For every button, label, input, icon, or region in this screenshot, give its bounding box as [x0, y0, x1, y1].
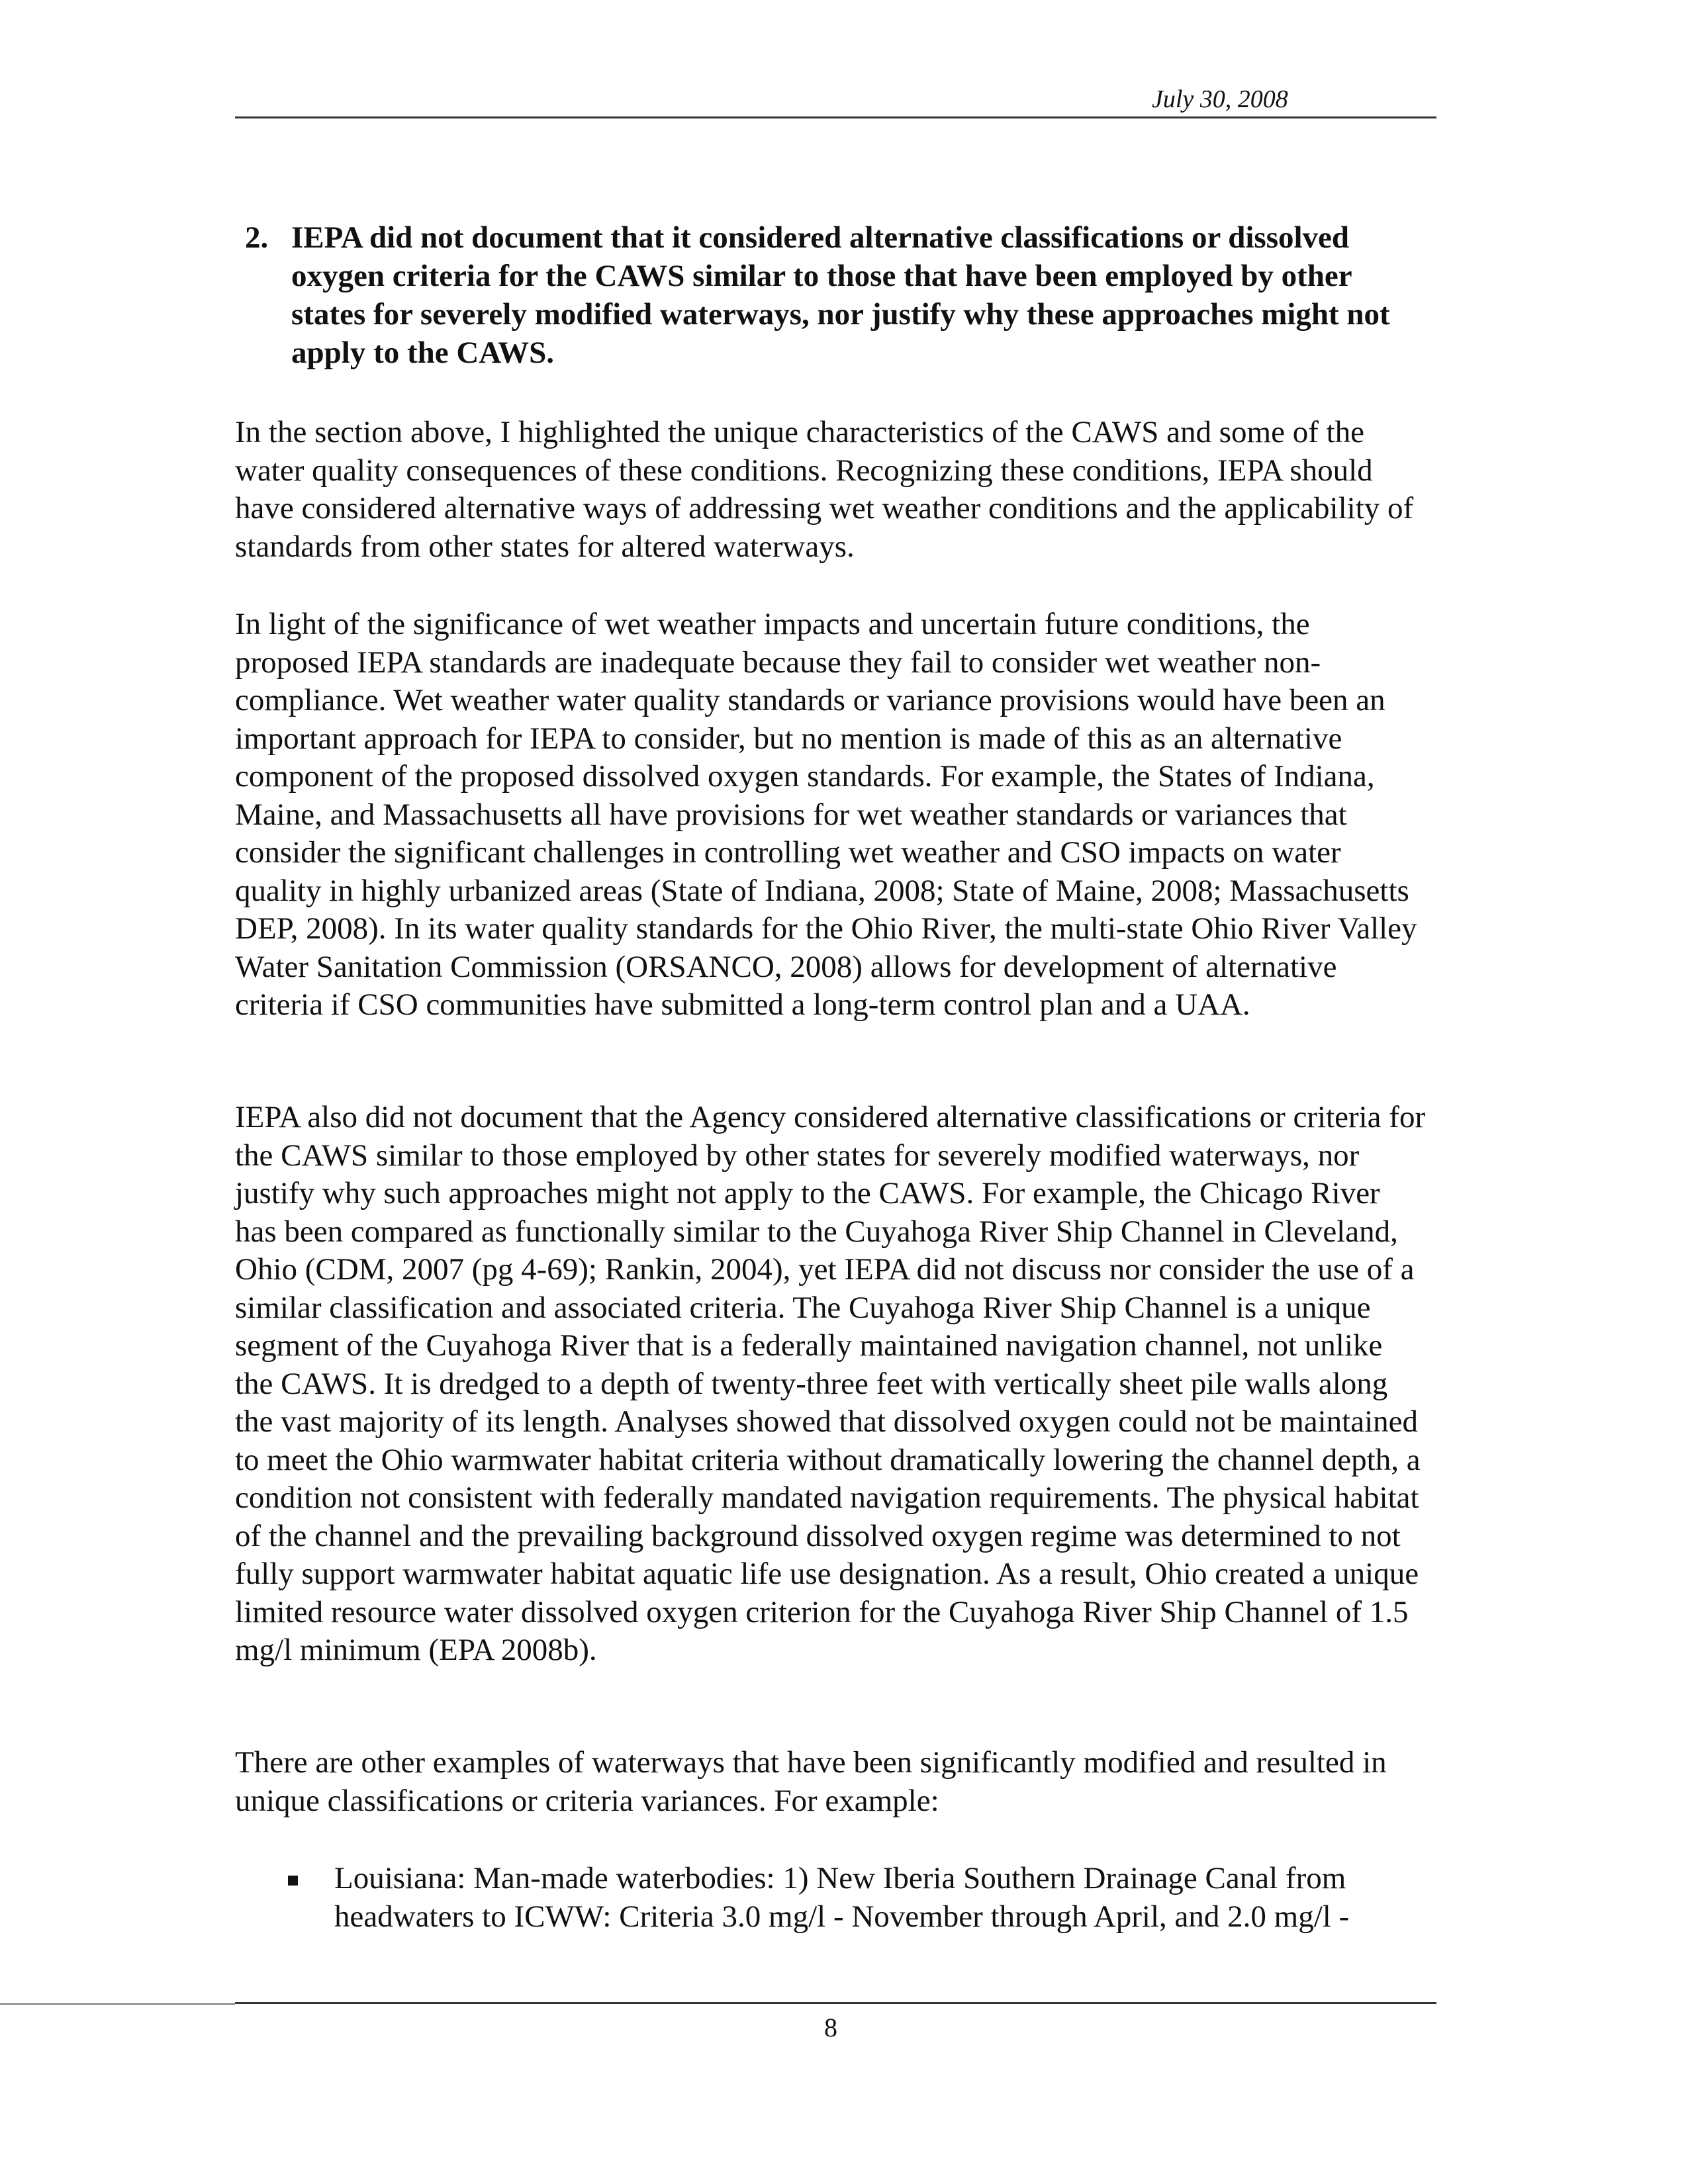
bullet-square-icon: [288, 1876, 298, 1886]
section-heading: [235, 218, 1427, 372]
header-rule: [235, 116, 1436, 118]
paragraph-1: In the section above, I highlighted the unique characteristics of the CAWS and some of the water quality consequences of these conditions. Recognizing these conditions, IEPA should have considered alternative ways of addressing wet weather conditions and the applicability of standards from other states for altered waterways.: [235, 415, 1414, 564]
bullet-text: Louisiana: Man-made waterbodies: 1) New Iberia Southern Drainage Canal from headwaters to ICWW: Criteria 3.0 mg/l - November through April, and 2.0 mg/l -: [334, 1861, 1350, 1934]
footer-rule: [235, 2002, 1436, 2004]
paragraph-3: IEPA also did not document that the Agency considered alternative classifications or criteria for the CAWS similar to those employed by other states for severely modified waterways, nor justify why such approaches might not apply to the CAWS. For example, the Chicago River has been compared as functionally similar to the Cuyahoga River Ship Channel in Cleveland, Ohio (CDM, 2007 (pg 4-69); Rankin, 2004), yet IEPA did not discuss nor consider the use of a similar classification and associated criteria. The Cuyahoga River Ship Channel is a unique segment of the Cuyahoga River that is a federally maintained navigation channel, not unlike the CAWS. It is dredged to a depth of twenty-three feet with vertically sheet pile walls along the vast majority of its length. Analyses showed that dissolved oxygen could not be maintained to meet the Ohio warmwater habitat criteria without dramatically lowering the channel depth, a condition not consistent with federally mandated navigation requirements. The physical habitat of the channel and the prevailing background dissolved oxygen regime was determined to not fully support warmwater habitat aquatic life use designation. As a result, Ohio created a unique limited resource water dissolved oxygen criterion for the Cuyahoga River Ship Channel of 1.5 mg/l minimum (EPA 2008b).: [235, 1100, 1426, 1667]
page-number: 8: [824, 2013, 837, 2042]
bullet-item: [235, 1860, 1427, 1936]
paragraph-4: There are other examples of waterways that have been significantly modified and resulted in unique classifications or criteria variances. For example:: [235, 1745, 1387, 1818]
section-number: 2.: [245, 220, 269, 255]
paragraph-2: In light of the significance of wet weather impacts and uncertain future conditions, the proposed IEPA standards are inadequate because they fail to consider wet weather non-compliance. Wet weather water quality standards or variance provisions would have been an important approach for IEPA to consider, but no mention is made of this as an alternative component of the proposed dissolved oxygen standards. For example, the States of Indiana, Maine, and Massachusetts all have provisions for wet weather standards or variances that consider the significant challenges in controlling wet weather and CSO impacts on water quality in highly urbanized areas (State of Indiana, 2008; State of Maine, 2008; Massachusetts DEP, 2008). In its water quality standards for the Ohio River, the multi-state Ohio River Valley Water Sanitation Commission (ORSANCO, 2008) allows for development of alternative criteria if CSO communities have submitted a long-term control plan and a UAA.: [235, 607, 1417, 1022]
header-date: July 30, 2008: [1152, 85, 1288, 113]
section-heading-text: IEPA did not document that it considered alternative classifications or dissolved oxygen criteria for the CAWS similar to those that have been employed by other states for severely modified waterways, nor justify why these approaches might not apply to the CAWS.: [291, 220, 1390, 370]
footer-edge-line: [0, 2003, 235, 2005]
